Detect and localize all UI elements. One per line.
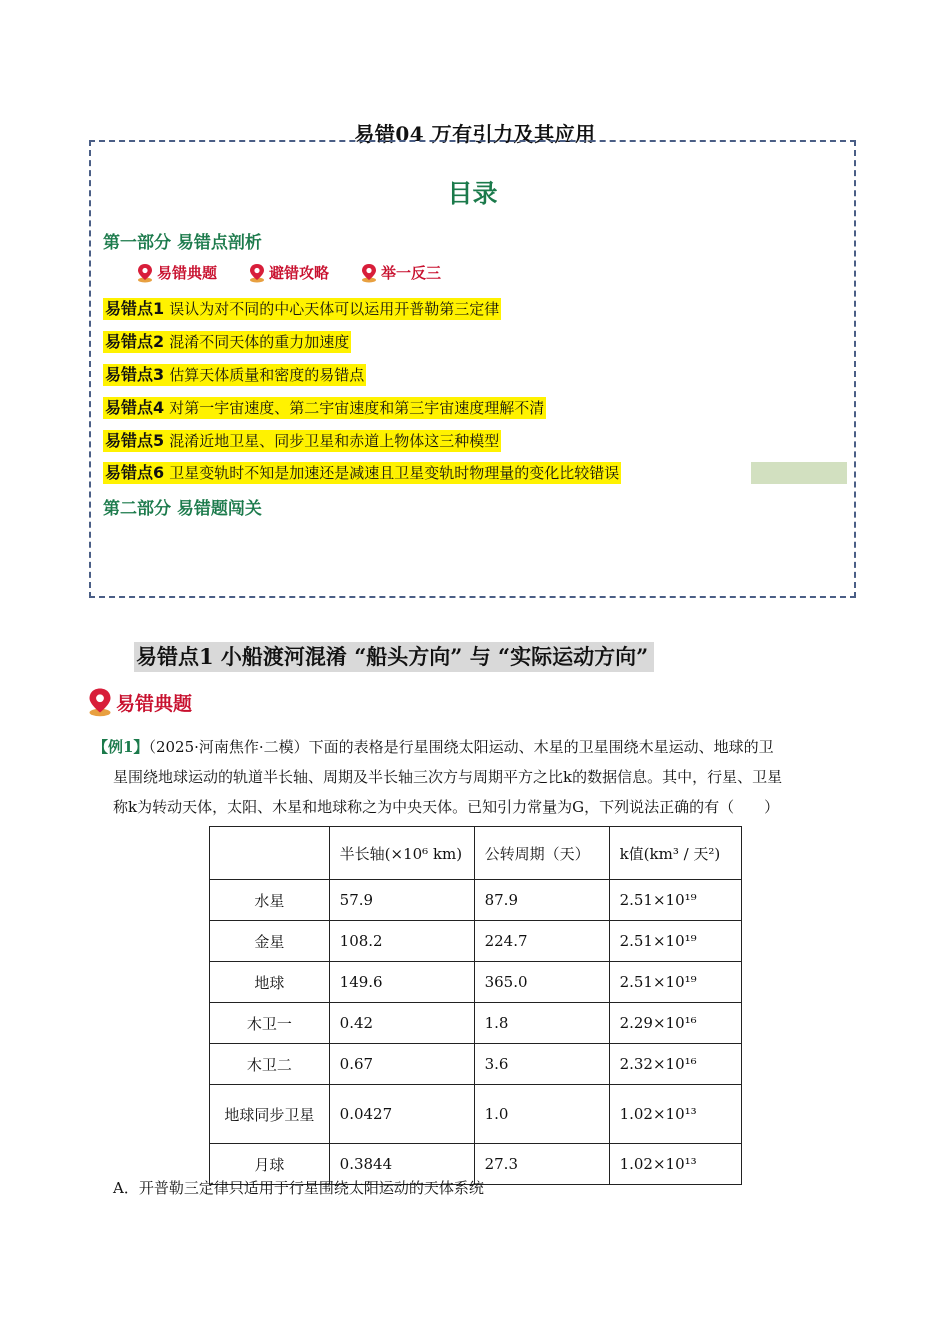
location-pin-icon <box>361 263 377 283</box>
option-a[interactable]: A．开普勒三定律只适用于行星围绕太阳运动的天体系统 <box>113 1179 484 1197</box>
toc-item-text: 估算天体质量和密度的易错点 <box>169 366 365 384</box>
example-line-2: 星围绕地球运动的轨道半长轴、周期及半长轴三次方与周期平方之比k的数据信息。其中，行星、卫星 <box>113 768 783 786</box>
table-row <box>210 1085 742 1144</box>
toc-item-3[interactable] <box>103 364 366 386</box>
table-cell: 木卫一 <box>210 1003 330 1044</box>
toc-tag-label: 易错典题 <box>157 264 218 282</box>
table-cell: 1.0 <box>474 1085 609 1144</box>
table-header-row <box>210 827 742 880</box>
table-cell: 1.02×10¹³ <box>609 1085 741 1144</box>
table-cell: 2.29×10¹⁶ <box>609 1003 741 1044</box>
toc-tag-1 <box>137 262 217 283</box>
table-cell: 2.51×10¹⁹ <box>609 880 741 921</box>
table-cell: 149.6 <box>329 962 474 1003</box>
orbit-data-table <box>209 826 742 1185</box>
table-cell: 0.3844 <box>329 1144 474 1185</box>
location-pin-icon <box>249 263 265 283</box>
toc-item-label: 易错点4 <box>105 398 165 417</box>
toc-item-text: 混淆不同天体的重力加速度 <box>169 333 350 351</box>
table-row <box>210 962 742 1003</box>
table-cell: 0.42 <box>329 1003 474 1044</box>
table-cell: 水星 <box>210 880 330 921</box>
toc-tag-3 <box>361 262 441 283</box>
table-cell: 27.3 <box>474 1144 609 1185</box>
table-cell: 2.32×10¹⁶ <box>609 1044 741 1085</box>
toc-item-6[interactable] <box>103 462 621 484</box>
toc-heading: 目录 <box>447 179 498 208</box>
toc-item-text: 卫星变轨时不知是加速还是减速且卫星变轨时物理量的变化比较错误 <box>169 464 620 482</box>
table-cell: 3.6 <box>474 1044 609 1085</box>
toc-item-label: 易错点3 <box>105 365 165 384</box>
table-cell: 224.7 <box>474 921 609 962</box>
table-cell: 木卫二 <box>210 1044 330 1085</box>
toc-item-label: 易错点6 <box>105 463 165 482</box>
table-cell: 365.0 <box>474 962 609 1003</box>
toc-item-label: 易错点5 <box>105 431 165 450</box>
section-heading: 易错点1 小船渡河混淆 “船头方向” 与 “实际运动方向” <box>134 642 654 672</box>
table-row <box>210 1003 742 1044</box>
table-cell: 地球 <box>210 962 330 1003</box>
table-cell: 2.51×10¹⁹ <box>609 921 741 962</box>
toc-part2: 第二部分 易错题闯关 <box>103 499 262 519</box>
location-pin-icon <box>137 263 153 283</box>
table-cell: 0.67 <box>329 1044 474 1085</box>
toc-tag-label: 避错攻略 <box>269 264 330 282</box>
toc-tags <box>137 262 441 283</box>
example-text: （2025·河南焦作·二模）下面的表格是行星围绕太阳运动、木星的卫星围绕木星运动、地球的卫 <box>148 738 774 756</box>
table-header-cell: 公转周期（天） <box>474 827 609 880</box>
toc-item-label: 易错点1 <box>105 299 165 318</box>
toc-item-6-shading <box>751 462 847 484</box>
table-cell: 0.0427 <box>329 1085 474 1144</box>
toc-item-1[interactable] <box>103 298 501 320</box>
section-subtag-label: 易错典题 <box>116 692 193 715</box>
toc-item-5[interactable] <box>103 430 501 452</box>
table-row <box>210 921 742 962</box>
table-cell: 57.9 <box>329 880 474 921</box>
toc-part1: 第一部分 易错点剖析 <box>103 233 262 253</box>
table-cell: 2.51×10¹⁹ <box>609 962 741 1003</box>
table-cell: 1.02×10¹³ <box>609 1144 741 1185</box>
toc-tag-2 <box>249 262 329 283</box>
table-cell: 1.8 <box>474 1003 609 1044</box>
table-cell: 地球同步卫星 <box>210 1085 330 1144</box>
table-row <box>210 880 742 921</box>
location-pin-icon <box>88 687 112 717</box>
example-question <box>93 732 873 822</box>
table-of-contents <box>89 140 856 598</box>
toc-item-2[interactable] <box>103 331 351 353</box>
table-row <box>210 1044 742 1085</box>
table-header-cell <box>210 827 330 880</box>
example-label: 【例1】 <box>93 738 149 756</box>
toc-item-label: 易错点2 <box>105 332 165 351</box>
toc-item-4[interactable] <box>103 397 546 419</box>
document-title: 易错04 万有引力及其应用 <box>354 122 596 146</box>
example-line-3: 称k为转动天体，太阳、木星和地球称之为中央天体。已知引力常量为G，下列说法正确的有（ ） <box>113 798 780 816</box>
table-header-cell: k值(km³ / 天²) <box>609 827 741 880</box>
toc-item-text: 混淆近地卫星、同步卫星和赤道上物体这三种模型 <box>169 432 500 450</box>
table-cell: 金星 <box>210 921 330 962</box>
table-cell: 87.9 <box>474 880 609 921</box>
table-header-cell: 半长轴(×10⁶ km) <box>329 827 474 880</box>
table-cell: 108.2 <box>329 921 474 962</box>
toc-item-text: 误认为对不同的中心天体可以运用开普勒第三定律 <box>169 300 500 318</box>
section-subtag <box>88 687 192 717</box>
toc-tag-label: 举一反三 <box>381 264 442 282</box>
example-line-1 <box>93 732 873 762</box>
toc-item-text: 对第一宇宙速度、第二宇宙速度和第三宇宙速度理解不清 <box>169 399 545 417</box>
table-cell: 月球 <box>210 1144 330 1185</box>
